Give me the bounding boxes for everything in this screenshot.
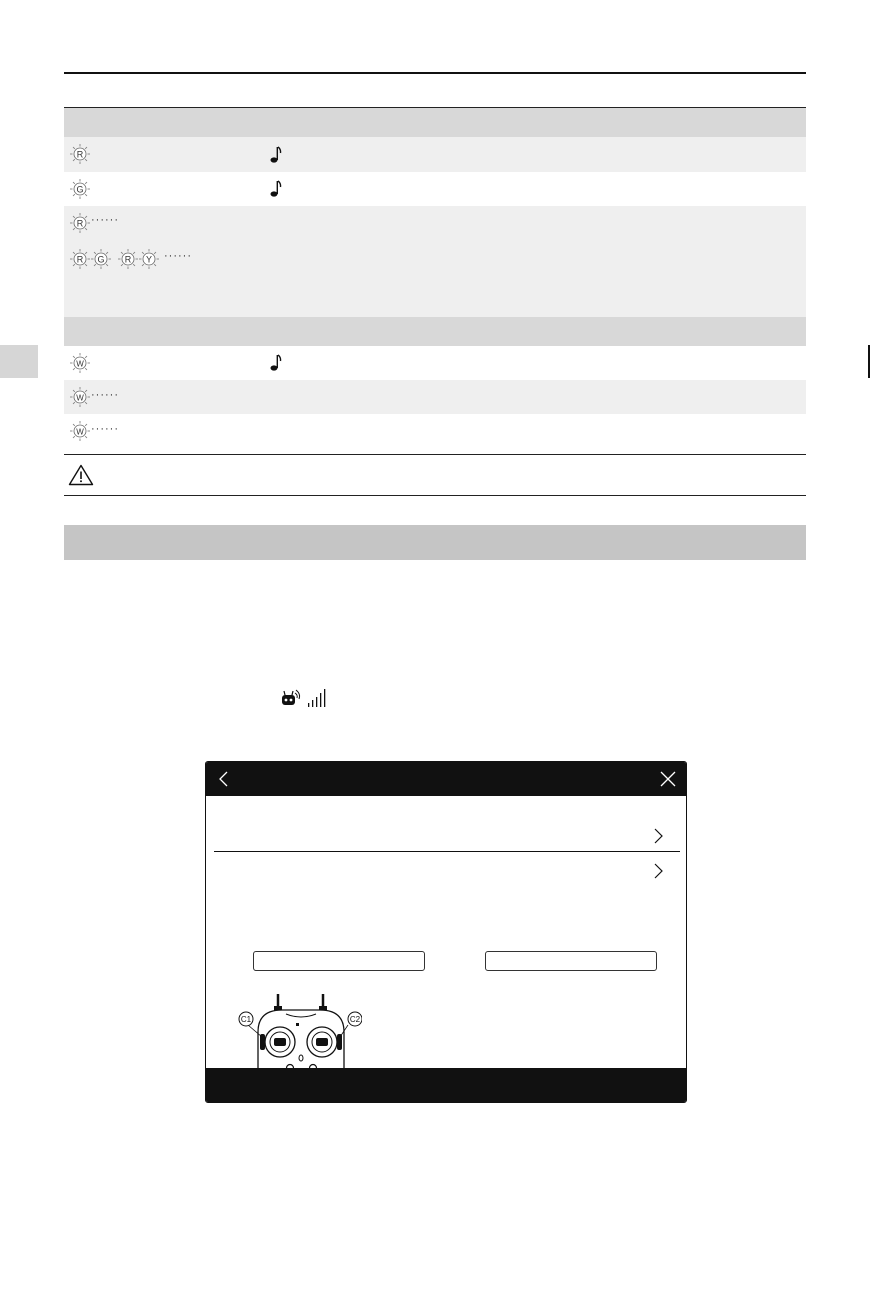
screen-bottom-bar: [206, 1068, 686, 1102]
led-blink-white-icon: [70, 421, 90, 441]
svg-text:R: R: [76, 218, 84, 229]
blink-dots: ······: [91, 423, 119, 435]
warning-icon: [68, 464, 94, 486]
led-blink-yellow-icon: [139, 249, 159, 269]
remote-controller-signal-icon: [280, 688, 328, 708]
right-action-button[interactable]: [485, 951, 657, 971]
svg-text:G: G: [76, 184, 84, 195]
svg-text:R: R: [124, 254, 132, 265]
blink-dots: ······: [164, 250, 192, 262]
menu-divider: [214, 851, 680, 852]
svg-text:W: W: [76, 427, 84, 437]
svg-text:R: R: [76, 149, 84, 160]
svg-text:W: W: [76, 359, 84, 369]
menu-row-1[interactable]: [206, 828, 686, 852]
left-page-tab: [0, 345, 38, 378]
svg-text:W: W: [76, 393, 84, 403]
table-header-remote: [64, 108, 806, 137]
music-note-icon: [270, 146, 282, 164]
led-blink-white-icon: [70, 387, 90, 407]
music-note-icon: [270, 354, 282, 372]
blink-dots: ······: [91, 214, 119, 226]
remote-controller-illustration: [234, 992, 362, 1072]
warning-row: [64, 455, 806, 495]
led-blink-red-icon: [70, 144, 90, 164]
close-icon[interactable]: [660, 771, 676, 787]
led-blink-red-icon: [70, 213, 90, 233]
table-row: [64, 346, 806, 380]
blink-dots: ······: [91, 389, 119, 401]
menu-row-2[interactable]: [206, 863, 686, 887]
svg-text:R: R: [76, 254, 84, 265]
left-action-button[interactable]: [253, 951, 425, 971]
led-blink-green-icon: [70, 179, 90, 199]
table-row: [64, 172, 806, 206]
screen-title-bar: [206, 762, 686, 796]
table-row: [64, 206, 806, 241]
table-row: [64, 241, 806, 317]
chevron-left-icon[interactable]: [216, 771, 232, 787]
svg-text:C2: C2: [349, 1015, 361, 1024]
app-screen-mockup: [205, 761, 687, 1103]
led-blink-red-icon: [118, 249, 138, 269]
section-heading-band: [64, 525, 806, 560]
top-rule: [64, 72, 806, 74]
table-row: [64, 414, 806, 454]
led-blink-green-icon: [91, 249, 111, 269]
warning-bottom-line: [64, 495, 806, 496]
chevron-right-icon: [650, 828, 666, 844]
led-blink-white-icon: [70, 353, 90, 373]
svg-text:G: G: [97, 254, 105, 265]
led-blink-red-icon: [70, 249, 90, 269]
music-note-icon: [270, 180, 282, 198]
svg-text:C1: C1: [240, 1015, 252, 1024]
table-row: [64, 380, 806, 414]
table-header-aircraft: [64, 317, 806, 346]
table-row: [64, 137, 806, 172]
chevron-right-icon: [650, 863, 666, 879]
svg-text:Y: Y: [145, 254, 153, 265]
